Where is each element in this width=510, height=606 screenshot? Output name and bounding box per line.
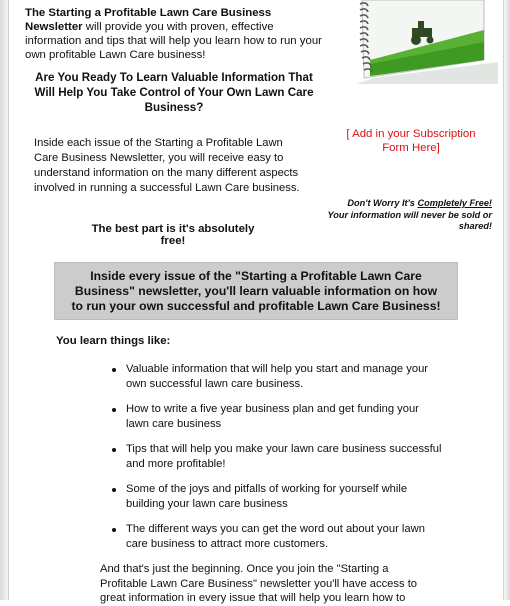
- headline: Are You Ready To Learn Valuable Information That Will Help You Take Control of Your Own Lawn Care Business?: [34, 71, 314, 114]
- free-note-highlight: Completely Free!: [417, 198, 492, 208]
- benefits-list: [110, 362, 442, 562]
- highlight-box: [54, 262, 458, 320]
- window-frame-left: [0, 0, 9, 600]
- bullet-icon: [112, 408, 116, 412]
- list-item-text: Valuable information that will help you start and manage your own successful lawn care business.: [126, 363, 429, 390]
- subscription-form-placeholder[interactable]: [ Add in your Subscription Form Here]: [346, 128, 476, 154]
- description-paragraph: Inside each issue of the Starting a Profitable Lawn Care Business Newsletter, you will receive easy to understand information on the many different aspects involved in running a successful Lawn Care business.: [34, 137, 300, 194]
- window-frame-right: [503, 0, 510, 600]
- list-item: [122, 442, 442, 471]
- list-item: [122, 362, 442, 391]
- learn-heading: You learn things like:: [56, 335, 171, 347]
- intro-paragraph: [25, 6, 325, 62]
- list-item: [122, 482, 442, 511]
- list-item-text: Some of the joys and pitfalls of working for yourself while building your lawn care business: [126, 483, 408, 510]
- highlight-box-text: Inside every issue of the "Starting a Profitable Lawn Care Business" newsletter, you'll learn valuable information on how to run your own successful and profitable Lawn Care Business!: [71, 268, 441, 313]
- bullet-icon: [112, 488, 116, 492]
- bullet-icon: [112, 528, 116, 532]
- bullet-icon: [112, 368, 116, 372]
- list-item-text: The different ways you can get the word out about your lawn care business to attract more customers.: [126, 523, 425, 550]
- newsletter-cover-icon: [334, 0, 498, 84]
- closing-paragraph: And that's just the beginning. Once you join the "Starting a Profitable Lawn Care Business" newsletter you'll have access to great information in every issue that will help you learn how to: [100, 563, 418, 604]
- free-note-privacy: Your information will never be sold or shared!: [327, 209, 492, 231]
- free-note-prefix: Don't Worry It's: [347, 198, 418, 208]
- list-item-text: How to write a five year business plan and get funding your lawn care business: [126, 403, 419, 430]
- newsletter-name: The Starting a Profitable Lawn Care Business Newsletter: [25, 7, 272, 33]
- best-part-text: The best part is it's absolutely free!: [91, 223, 255, 247]
- list-item: [122, 522, 442, 551]
- bullet-icon: [112, 448, 116, 452]
- list-item: [122, 402, 442, 431]
- free-note: [318, 198, 492, 233]
- list-item-text: Tips that will help you make your lawn care business successful and more profitable!: [126, 443, 442, 470]
- intro-text: will provide you with proven, effective information and tips that will help you learn how to run your own profitable Lawn Care business!: [25, 21, 322, 61]
